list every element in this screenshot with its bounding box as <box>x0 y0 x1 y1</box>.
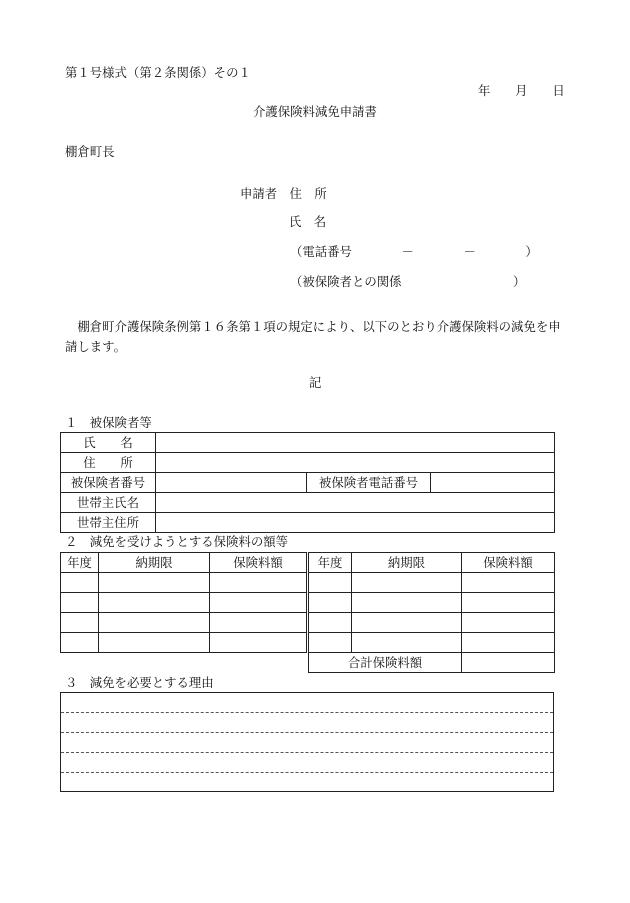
applicant-address-label: 申請者 住 所 <box>240 186 327 201</box>
column-header-year: 年度 <box>61 553 99 573</box>
column-header-amount: 保険料額 <box>462 553 555 573</box>
section2-heading: ２ 減免を受けようとする保険料の額等 <box>65 534 289 549</box>
section3-heading: ３ 減免を必要とする理由 <box>65 675 214 690</box>
form-number: 第１号様式（第２条関係）その１ <box>65 65 251 80</box>
table-row <box>61 593 307 613</box>
document-title: 介護保険料減免申請書 <box>253 104 377 119</box>
premium-table-left <box>60 552 307 653</box>
body-line-1: 棚倉町介護保険条例第１６条第１項の規定により、以下のとおり介護保険料の減免を申 <box>65 319 561 334</box>
insured-phone-label: 被保険者電話番号 <box>307 473 431 493</box>
insured-address-field <box>156 453 555 473</box>
section1-heading: １ 被保険者等 <box>65 415 152 430</box>
table-row <box>61 473 555 493</box>
applicant-relation-label: （被保険者との関係 ） <box>290 274 526 289</box>
table-row <box>61 513 555 533</box>
table-row <box>61 613 307 633</box>
householder-name-label: 世帯主氏名 <box>61 493 156 513</box>
table-row <box>61 633 307 653</box>
applicant-phone-label: （電話番号 － － ） <box>290 244 538 259</box>
column-header-due-date: 納期限 <box>99 553 210 573</box>
insured-number-label: 被保険者番号 <box>61 473 156 493</box>
insured-name-label: 氏 名 <box>61 433 156 453</box>
table-row <box>309 573 555 593</box>
body-line-2: 請します。 <box>65 339 126 354</box>
table-row <box>61 453 555 473</box>
reason-line <box>61 712 553 713</box>
householder-address-field <box>156 513 555 533</box>
table-header-row <box>61 553 307 573</box>
table-row <box>309 593 555 613</box>
premium-table-right <box>308 552 555 673</box>
insured-name-field <box>156 433 555 453</box>
reason-line <box>61 752 553 753</box>
insured-address-label: 住 所 <box>61 453 156 473</box>
applicant-name-label: 氏 名 <box>289 214 327 229</box>
table-row <box>61 493 555 513</box>
householder-address-label: 世帯主住所 <box>61 513 156 533</box>
reason-box <box>60 692 554 792</box>
column-header-amount: 保険料額 <box>210 553 307 573</box>
insured-table <box>60 432 555 533</box>
total-amount-field <box>462 653 555 673</box>
householder-name-field <box>156 493 555 513</box>
reason-line <box>61 772 553 773</box>
reason-line <box>61 732 553 733</box>
table-row <box>309 613 555 633</box>
total-amount-label: 合計保険料額 <box>309 653 462 673</box>
column-header-due-date: 納期限 <box>352 553 462 573</box>
table-header-row <box>309 553 555 573</box>
date-line: 年 月 日 <box>478 83 565 98</box>
insured-number-field <box>156 473 307 493</box>
total-row <box>309 653 555 673</box>
addressee: 棚倉町長 <box>65 144 115 159</box>
table-row <box>61 433 555 453</box>
insured-phone-field <box>431 473 555 493</box>
column-header-year: 年度 <box>309 553 352 573</box>
table-row <box>309 633 555 653</box>
ki-note: 記 <box>309 375 322 390</box>
table-row <box>61 573 307 593</box>
